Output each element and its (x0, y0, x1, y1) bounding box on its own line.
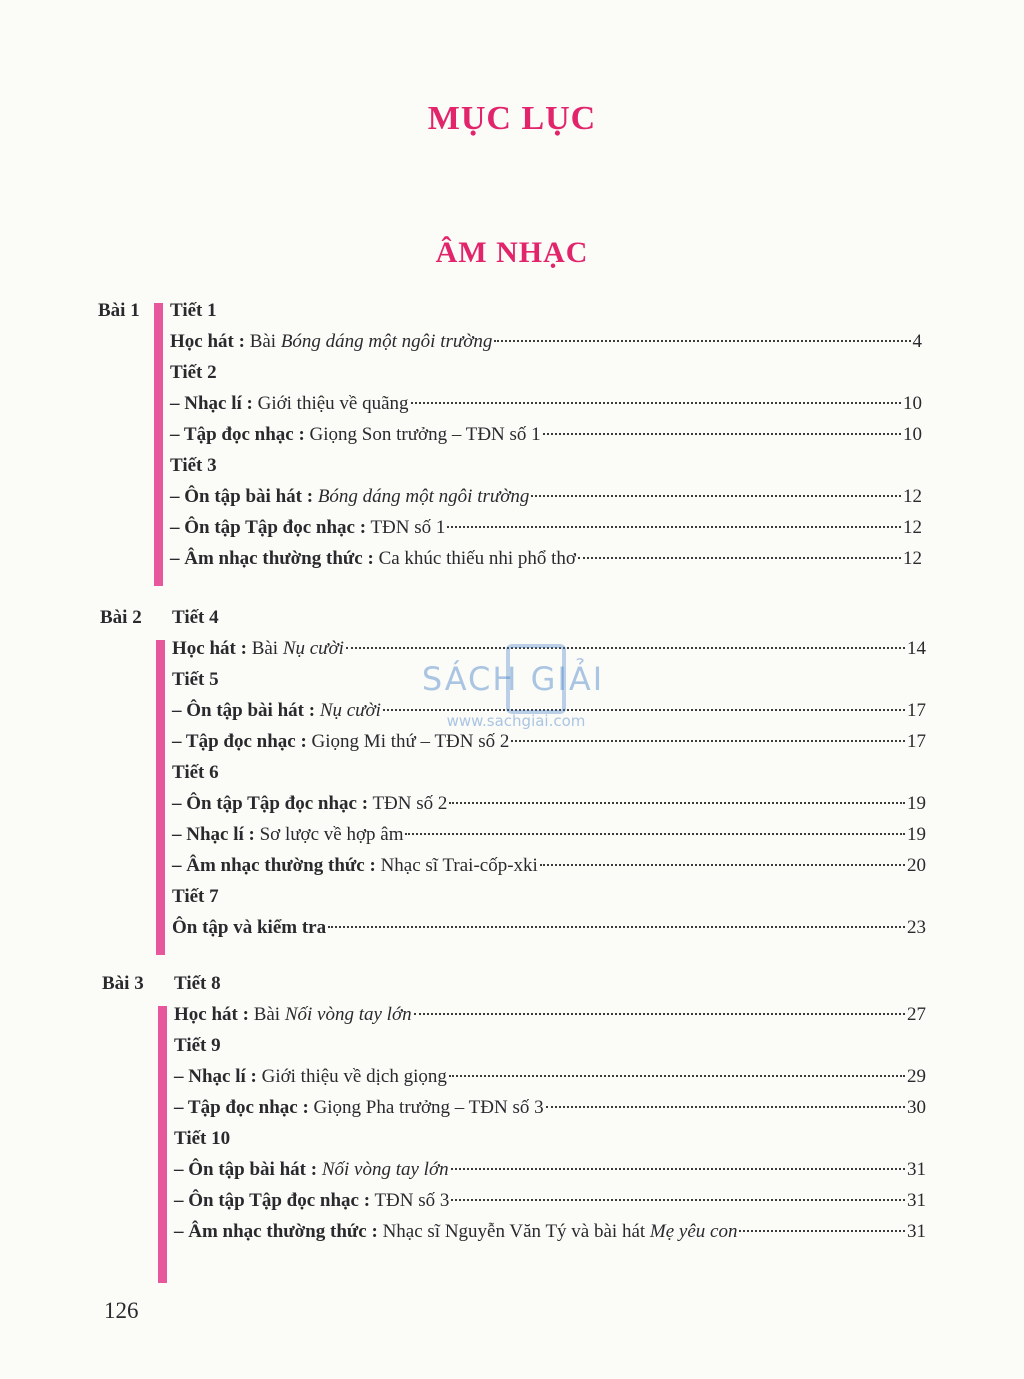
entry-title: Bóng dáng một ngôi trường (280, 331, 493, 352)
period-label: Tiết 5 (172, 669, 219, 690)
toc-entry (174, 1154, 926, 1185)
lesson-entries (172, 602, 926, 943)
toc-entry-text (174, 1216, 737, 1247)
period-heading (172, 881, 926, 912)
toc-page-number: 17 (907, 731, 926, 752)
entry-topic: Học hát : (170, 331, 245, 352)
period-heading (172, 664, 926, 695)
toc-page-number: 20 (907, 855, 926, 876)
toc-entry-text (172, 633, 344, 664)
entry-topic: – Ôn tập Tập đọc nhạc : (174, 1190, 371, 1211)
toc-entry (174, 1216, 926, 1247)
entry-detail: Bài (248, 1004, 285, 1025)
dot-leader (511, 740, 905, 742)
entry-title: Nụ cười (282, 638, 344, 659)
watermark-brand: SÁCH GIẢI (421, 660, 605, 698)
period-heading (174, 1123, 926, 1154)
dot-leader (405, 833, 905, 835)
toc-page-number: 19 (907, 793, 926, 814)
toc-page-number: 27 (907, 1004, 926, 1025)
dot-leader (451, 1199, 905, 1201)
entry-topic: – Tập đọc nhạc : (174, 1097, 309, 1118)
entry-detail: Nhạc sĩ Trai-cốp-xki (375, 855, 538, 876)
toc-entry-text (170, 388, 409, 419)
period-heading (174, 1030, 926, 1061)
entry-topic: – Nhạc lí : (172, 824, 255, 845)
toc-entry-text (172, 850, 538, 881)
entry-title: Bóng dáng một ngôi trường (317, 486, 530, 507)
entry-topic: – Tập đọc nhạc : (172, 731, 307, 752)
toc-entry-text (174, 1092, 544, 1123)
dot-leader (451, 1168, 905, 1170)
toc-page-number: 31 (907, 1221, 926, 1242)
toc-page-number: 12 (903, 517, 922, 538)
toc-entry-text (172, 912, 326, 943)
dot-leader (447, 526, 901, 528)
dot-leader (494, 340, 910, 342)
entry-detail: TĐN số 1 (366, 517, 446, 538)
toc-page-number: 31 (907, 1159, 926, 1180)
dot-leader (739, 1230, 905, 1232)
period-label: Tiết 4 (172, 607, 219, 628)
toc-entry-text (172, 726, 509, 757)
lesson-label: Bài 2 (100, 607, 142, 628)
page-number: 126 (104, 1298, 139, 1323)
toc-entry (174, 999, 926, 1030)
toc-entry (172, 912, 926, 943)
entry-topic: Học hát : (174, 1004, 249, 1025)
toc-entry (174, 1092, 926, 1123)
entry-detail: Nhạc sĩ Nguyễn Văn Tý và bài hát (377, 1221, 650, 1242)
entry-detail: Ca khúc thiếu nhi phổ thơ (373, 548, 576, 569)
toc-entry-text (174, 999, 412, 1030)
lesson-accent-bar (154, 303, 163, 586)
toc-entry-text (170, 512, 445, 543)
toc-entry (170, 512, 922, 543)
entry-topic: – Âm nhạc thường thức : (172, 855, 376, 876)
toc-entry (172, 633, 926, 664)
entry-topic: – Ôn tập bài hát : (172, 700, 316, 721)
dot-leader (578, 557, 901, 559)
toc-page-number: 14 (907, 638, 926, 659)
period-label: Tiết 10 (174, 1128, 231, 1149)
entry-detail: Bài (246, 638, 283, 659)
period-heading (174, 968, 926, 999)
entry-topic: – Ôn tập bài hát : (170, 486, 314, 507)
page-title: MỤC LỤC (427, 100, 597, 137)
period-heading (170, 357, 922, 388)
entry-topic: – Ôn tập bài hát : (174, 1159, 318, 1180)
toc-page-number: 12 (903, 548, 922, 569)
period-label: Tiết 3 (170, 455, 217, 476)
dot-leader (383, 709, 905, 711)
lesson-label: Bài 1 (98, 300, 140, 321)
entry-topic: – Nhạc lí : (170, 393, 253, 414)
period-label: Tiết 1 (170, 300, 217, 321)
toc-entry (170, 543, 922, 574)
toc-entry (170, 419, 922, 450)
toc-page-number: 30 (907, 1097, 926, 1118)
lesson-label: Bài 3 (102, 973, 144, 994)
lesson-entries (174, 968, 926, 1247)
toc-entry-text (170, 419, 541, 450)
toc-page-number: 19 (907, 824, 926, 845)
entry-topic: – Nhạc lí : (174, 1066, 257, 1087)
dot-leader (540, 864, 905, 866)
dot-leader (411, 402, 901, 404)
toc-page-number: 23 (907, 917, 926, 938)
toc-entry-text (170, 481, 529, 512)
dot-leader (346, 647, 905, 649)
dot-leader (414, 1013, 905, 1015)
dot-leader (543, 433, 901, 435)
toc-entry-text (174, 1185, 449, 1216)
subject-heading: ÂM NHẠC (435, 236, 589, 269)
period-heading (172, 757, 926, 788)
toc-entry (172, 695, 926, 726)
toc-entry (172, 819, 926, 850)
entry-topic: – Tập đọc nhạc : (170, 424, 305, 445)
entry-topic: – Âm nhạc thường thức : (174, 1221, 378, 1242)
watermark-url: www.sachgiai.com (446, 712, 586, 730)
entry-title: Nối vòng tay lớn (321, 1159, 449, 1180)
period-label: Tiết 6 (172, 762, 219, 783)
toc-entry (174, 1061, 926, 1092)
entry-topic: – Ôn tập Tập đọc nhạc : (170, 517, 367, 538)
entry-detail: Bài (244, 331, 281, 352)
period-heading (170, 295, 922, 326)
lesson-entries (170, 295, 922, 574)
entry-topic: – Ôn tập Tập đọc nhạc : (172, 793, 369, 814)
period-heading (172, 602, 926, 633)
toc-page-number: 12 (903, 486, 922, 507)
toc-entry-text (170, 543, 576, 574)
entry-detail: Giọng Son trưởng – TĐN số 1 (304, 424, 541, 445)
toc-entry (174, 1185, 926, 1216)
entry-topic: – Âm nhạc thường thức : (170, 548, 374, 569)
entry-title: Mẹ yêu con (649, 1221, 738, 1242)
toc-page-number: 10 (903, 424, 922, 445)
toc-page-number: 31 (907, 1190, 926, 1211)
toc-entry-text (174, 1061, 447, 1092)
entry-topic: Ôn tập và kiểm tra (172, 917, 327, 938)
toc-entry-text (172, 695, 381, 726)
toc-entry (172, 726, 926, 757)
entry-detail: TĐN số 2 (368, 793, 448, 814)
toc-entry (170, 388, 922, 419)
entry-detail: Giới thiệu về quãng (252, 393, 409, 414)
toc-page-number: 29 (907, 1066, 926, 1087)
toc-entry-text (174, 1154, 449, 1185)
dot-leader (449, 802, 905, 804)
dot-leader (328, 926, 905, 928)
toc-entry (172, 788, 926, 819)
dot-leader (546, 1106, 905, 1108)
lesson-accent-bar (156, 640, 165, 955)
entry-detail: Sơ lược về hợp âm (254, 824, 404, 845)
entry-topic: Học hát : (172, 638, 247, 659)
toc-entry (170, 481, 922, 512)
toc-entry-text (172, 819, 403, 850)
entry-detail: Giọng Mi thứ – TĐN số 2 (306, 731, 510, 752)
toc-page-number: 17 (907, 700, 926, 721)
entry-title: Nụ cười (319, 700, 381, 721)
period-label: Tiết 7 (172, 886, 219, 907)
entry-title: Nối vòng tay lớn (284, 1004, 412, 1025)
entry-detail: Giới thiệu về dịch giọng (256, 1066, 447, 1087)
dot-leader (449, 1075, 905, 1077)
toc-entry (172, 850, 926, 881)
toc-entry (170, 326, 922, 357)
toc-entry-text (170, 326, 492, 357)
period-label: Tiết 9 (174, 1035, 221, 1056)
toc-page-number: 4 (912, 331, 922, 352)
lesson-accent-bar (158, 1006, 167, 1283)
entry-detail: TĐN số 3 (370, 1190, 450, 1211)
toc-entry-text (172, 788, 447, 819)
period-label: Tiết 8 (174, 973, 221, 994)
period-label: Tiết 2 (170, 362, 217, 383)
entry-detail: Giọng Pha trưởng – TĐN số 3 (308, 1097, 544, 1118)
period-heading (170, 450, 922, 481)
dot-leader (531, 495, 901, 497)
toc-page-number: 10 (903, 393, 922, 414)
